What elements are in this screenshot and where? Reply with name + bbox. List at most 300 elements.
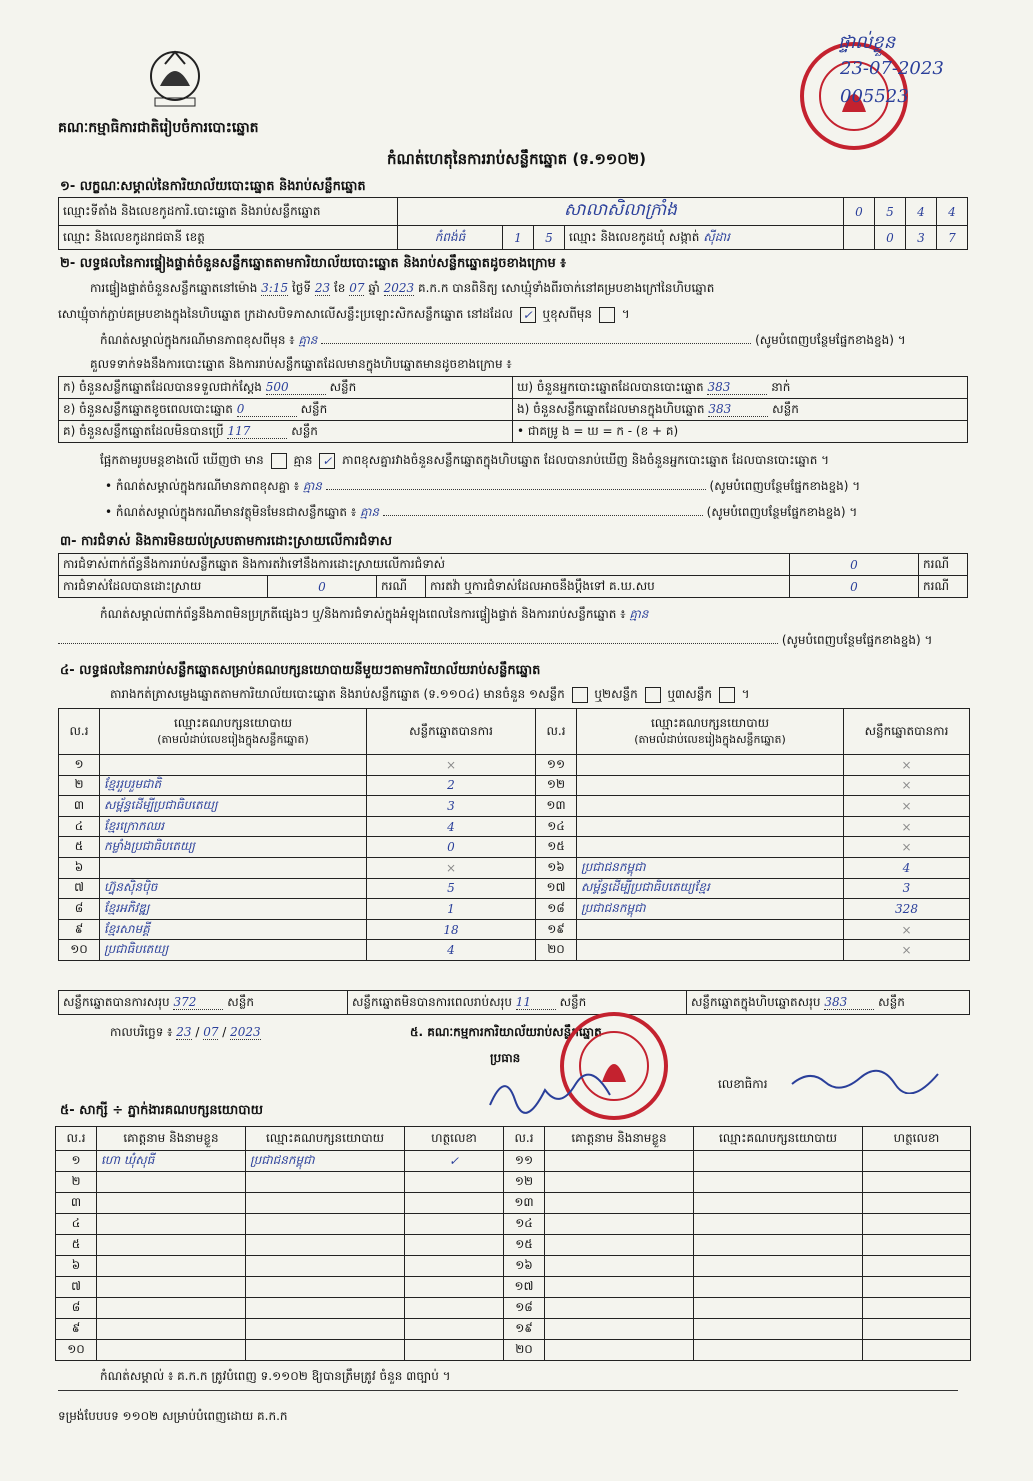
party-number: ៣ xyxy=(59,796,100,817)
handwritten-top-note: ផ្ទាល់ខ្លួន xyxy=(838,32,896,53)
party-number: ៩ xyxy=(59,919,100,940)
witness-signature xyxy=(405,1256,504,1277)
witness-signature: ✓ xyxy=(405,1151,504,1172)
received-label: ក) ចំនួនសន្លឹកឆ្នោតដែលបានទទួលជាក់ស្តែង xyxy=(63,379,262,394)
col-sign: ហត្ថលេខា xyxy=(405,1127,504,1151)
province-label: ឈ្មោះ និងលេខកូដរាជធានី ខេត្ត xyxy=(59,226,398,250)
party-name: ខ្មែរក្រោកឈរ xyxy=(100,816,367,837)
bullet2-line xyxy=(105,504,970,522)
votes-row xyxy=(59,816,970,837)
day-label: ថ្ងៃទី xyxy=(291,281,311,295)
bullet1-value: គ្មាន xyxy=(302,479,322,493)
unit: នាក់ xyxy=(771,379,791,394)
witness-name xyxy=(545,1277,694,1298)
witness-name xyxy=(545,1193,694,1214)
party-name: សម្ព័ន្ធដើម្បីប្រជាធិបតេយ្យខ្មែរ xyxy=(577,878,844,899)
witness-signature xyxy=(405,1235,504,1256)
party-name: ខ្មែរសាមគ្គី xyxy=(100,919,367,940)
party-name xyxy=(577,816,844,837)
witness-number: ១៧ xyxy=(504,1277,545,1298)
two-sheets-label: ឬ២សន្លឹក xyxy=(594,687,638,701)
col-votes: សន្លឹកឆ្នោតបានការ xyxy=(367,709,536,755)
commune-code-digit: 0 xyxy=(875,226,906,250)
unit: ករណី xyxy=(919,576,968,598)
total-valid-label: សន្លឹកឆ្នោតបានការសរុប xyxy=(63,994,170,1009)
party-votes: × xyxy=(844,796,970,817)
col-no: ល.រ xyxy=(536,709,577,755)
bullet2-label: • កំណត់សម្គាល់ក្នុងករណីមានវត្ថុមិនមែនជាសន្លឹកឆ្នោត ៖ xyxy=(105,505,357,519)
witness-row xyxy=(56,1340,971,1361)
col-party-sub: (តាមលំដាប់លេខរៀងក្នុងសន្លឹកឆ្នោត) xyxy=(634,732,786,746)
code-digit: 0 xyxy=(844,198,875,226)
witness-party xyxy=(694,1172,863,1193)
unit: សន្លឹក xyxy=(300,401,328,416)
col-party: ឈ្មោះគណបក្សនយោបាយ xyxy=(173,715,293,730)
commune-code-digit: 7 xyxy=(937,226,968,250)
witness-party xyxy=(246,1235,405,1256)
location-label: ឈ្មោះទីតាំង និងលេខកូដការិ.បោះឆ្នោត និងរាប់សន្លឹកឆ្នោត xyxy=(59,198,398,226)
section1-title: ១- លក្ខណៈសម្គាល់នៃការិយាល័យបោះឆ្នោត និងរាប់សន្លឹកឆ្នោត xyxy=(60,179,366,194)
unit: សន្លឹក xyxy=(772,401,799,416)
witness-party xyxy=(694,1193,863,1214)
party-votes: × xyxy=(844,837,970,858)
witness-name xyxy=(97,1277,246,1298)
col-party-sub: (តាមលំដាប់លេខរៀងក្នុងសន្លឹកឆ្នោត) xyxy=(157,732,309,746)
witness-signature xyxy=(863,1340,971,1361)
verification-time: 3:15 xyxy=(261,281,289,295)
party-name xyxy=(577,940,844,961)
counting-committee-label: ៥. គណៈកម្មការការិយាល័យរាប់សន្លឹកឆ្នោត xyxy=(410,1025,602,1039)
month-label: ខែ xyxy=(333,281,346,295)
province-code-digit: 1 xyxy=(503,226,534,250)
witness-party xyxy=(694,1235,863,1256)
witness-signature xyxy=(863,1256,971,1277)
witness-row xyxy=(56,1151,971,1172)
witness-party xyxy=(694,1214,863,1235)
party-name: ប្រជាជនកម្ពុជា xyxy=(577,857,844,878)
party-number: ១២ xyxy=(536,775,577,796)
party-votes: × xyxy=(367,857,536,878)
secretary-signature-icon xyxy=(790,1064,940,1098)
bullet1-suffix: (សូមបំពេញបន្ថែមផ្នែកខាងខ្នង) ។ xyxy=(709,479,861,493)
location-value: សាលាសិលាក្រាំង xyxy=(398,198,844,226)
resolved-label: ការជំទាស់ដែលបានដោះស្រាយ xyxy=(59,576,268,598)
witness-name xyxy=(545,1151,694,1172)
section3-note-value: គ្មាន xyxy=(629,607,649,621)
secretary-label: លេខាធិការ xyxy=(718,1077,768,1091)
party-name xyxy=(577,796,844,817)
party-number: ៧ xyxy=(59,878,100,899)
witness-party xyxy=(694,1319,863,1340)
witness-row xyxy=(56,1319,971,1340)
verification-year: 2023 xyxy=(383,281,415,295)
witness-signature xyxy=(863,1193,971,1214)
appeal-label: ការតវ៉ា ឬការជំទាស់ដែលអាចនឹងប្ដឹងទៅ គ.ឃ.សប xyxy=(426,576,790,598)
party-votes: × xyxy=(844,940,970,961)
nec-emblem-icon xyxy=(140,46,210,112)
in-box-value: 383 xyxy=(708,402,768,417)
party-number: ៨ xyxy=(59,899,100,920)
party-name xyxy=(100,857,367,878)
party-votes: × xyxy=(844,919,970,940)
witness-table xyxy=(55,1126,971,1361)
three-sheets-label: ឬ៣សន្លឹក xyxy=(667,687,712,701)
total-box-value: 383 xyxy=(824,995,874,1010)
votes-row xyxy=(59,878,970,899)
witness-party xyxy=(246,1214,405,1235)
note1-suffix: (សូមបំពេញបន្ថែមផ្នែកខាងខ្នង) ។ xyxy=(755,333,906,347)
witness-number: ១៤ xyxy=(504,1214,545,1235)
result-intro: គួលទទាក់ទងនឹងការបោះឆ្នោត និងការរាប់សន្លឹកឆ្នោតដែលមានក្នុងហិបឆ្នោតមានដូចខាងក្រោម ៖ xyxy=(90,357,512,371)
witness-signature xyxy=(405,1172,504,1193)
party-name: ហ្វ៊ុនស៊ិនប៉ិច xyxy=(100,878,367,899)
col-votes: សន្លឹកឆ្នោតបានការ xyxy=(844,709,970,755)
handwritten-number: 005523 xyxy=(840,86,909,107)
section2-title: ២- លទ្ធផលនៃការផ្ទៀងផ្ទាត់ចំនួនសន្លឹកឆ្នោតតាមការិយាល័យបោះឆ្នោត និងរាប់សន្លឹកឆ្នោតដូចខាងក្រោម ៖ xyxy=(60,256,566,271)
witness-number: ១៨ xyxy=(504,1298,545,1319)
witness-name xyxy=(97,1193,246,1214)
witness-number: ១៣ xyxy=(504,1193,545,1214)
seal-text: សោឃ្មុំចាក់ភ្ជាប់គម្របខាងក្នុងនៃហិបឆ្នោត ក្រដាសបិទភាសាលើសន្លឹះប្រឡោះសិកសន្លឹកឆ្នោត នៅដដែល xyxy=(58,307,513,321)
party-name: ប្រជាជនកម្ពុជា xyxy=(577,899,844,920)
unchanged-checkbox[interactable]: ✓ xyxy=(520,307,536,323)
witness-number: ៤ xyxy=(56,1214,97,1235)
witness-number: ៩ xyxy=(56,1319,97,1340)
party-name xyxy=(577,755,844,776)
witness-party xyxy=(246,1340,405,1361)
witness-number: ៥ xyxy=(56,1235,97,1256)
seal-paragraph: សោឃ្មុំចាក់ភ្ជាប់គម្របខាងក្នុងនៃហិបឆ្នោត ក្រដាសបិទភាសាលើសន្លឹះប្រឡោះសិកសន្លឹកឆ្នោត នៅដដែល ✓ ឬខុសពីមុន ។ xyxy=(58,307,630,322)
witness-party xyxy=(694,1298,863,1319)
witness-row xyxy=(56,1193,971,1214)
voted-label: ឃ) ចំនួនអ្នកបោះឆ្នោតដែលបានបោះឆ្នោត xyxy=(517,379,704,394)
party-name: ខ្មែររួបរួមជាតិ xyxy=(100,775,367,796)
votes-row xyxy=(59,940,970,961)
witness-signature xyxy=(405,1193,504,1214)
witness-signature xyxy=(863,1277,971,1298)
witness-signature xyxy=(405,1298,504,1319)
party-votes: 3 xyxy=(367,796,536,817)
section3-title: ៣- ការជំទាស់ និងការមិនយល់ស្របតាមការដោះស្រាយលើការជំទាស xyxy=(60,534,392,549)
bullet1-line xyxy=(105,478,970,496)
province-code-digit: 5 xyxy=(534,226,565,250)
bullet2-suffix: (សូមបំពេញបន្ថែមផ្នែកខាងខ្នង) ។ xyxy=(706,505,858,519)
section4-title: ៤- លទ្ធផលនៃការរាប់សន្លឹកឆ្នោតសម្រាប់គណបក្សនយោបាយនីមួយៗតាមការិយាល័យរាប់សន្លឹកឆ្នោត xyxy=(60,663,541,678)
note1-line xyxy=(100,332,970,350)
witness-name xyxy=(545,1298,694,1319)
total-invalid-label: សន្លឹកឆ្នោតមិនបានការពេលរាប់សរុប xyxy=(352,994,512,1009)
party-number: ១៩ xyxy=(536,919,577,940)
date-year: 2023 xyxy=(230,1025,261,1039)
objection-table xyxy=(58,553,968,598)
verification-paragraph xyxy=(90,280,970,298)
objection-label: ការជំទាស់ពាក់ព័ន្ធនឹងការរាប់សន្លឹកឆ្នោត និងការតវ៉ាទៅនឹងការដោះស្រាយលើការជំទាស់ xyxy=(59,554,790,576)
witness-number: ៨ xyxy=(56,1298,97,1319)
votes-row xyxy=(59,775,970,796)
compare-text: ផ្អែកតាមរូបមន្តខាងលើ ឃើញថា មាន xyxy=(100,453,264,467)
party-number: ៤ xyxy=(59,816,100,837)
verification-month: 07 xyxy=(349,281,365,295)
committee-name: គណៈកម្មាធិការជាតិរៀបចំការបោះឆ្នោត xyxy=(58,120,259,136)
witness-party xyxy=(246,1319,405,1340)
party-number: ៥ xyxy=(59,837,100,858)
witness-name xyxy=(545,1214,694,1235)
witness-party: ប្រជាជនកម្ពុជា xyxy=(246,1151,405,1172)
witness-number: ៦ xyxy=(56,1256,97,1277)
witness-number: ១៩ xyxy=(504,1319,545,1340)
witness-number: ១៥ xyxy=(504,1235,545,1256)
spoiled-label: ខ) ចំនួនសន្លឹកឆ្នោតខូចពេលបោះឆ្នោត xyxy=(63,401,233,416)
date-label: កាលបរិច្ឆេទ ៖ xyxy=(110,1025,173,1039)
verification-tail: គ.ក.ក បានពិនិត្យ សោឃ្មុំទាំងពីរចាក់នៅគម្របខាងក្រៅនៃហិបឆ្នោត xyxy=(417,281,715,295)
verification-text: ការផ្ទៀងផ្ទាត់ចំនួនសន្លឹកឆ្នោតនៅម៉ោង xyxy=(90,281,258,295)
date-line: កាលបរិច្ឆេទ ៖ 23 / 07 / 2023 xyxy=(110,1025,261,1039)
party-number: ១៥ xyxy=(536,837,577,858)
section1-table xyxy=(58,197,968,250)
footer-divider xyxy=(58,1390,958,1391)
witness-signature xyxy=(405,1277,504,1298)
col-party: ឈ្មោះគណបក្សនយោបាយ xyxy=(694,1127,863,1151)
date-month: 07 xyxy=(203,1025,219,1039)
party-votes: 4 xyxy=(367,816,536,837)
witness-number: ១០ xyxy=(56,1340,97,1361)
year-label: ឆ្នាំ xyxy=(368,281,380,295)
changed-checkbox[interactable] xyxy=(599,307,615,323)
party-name xyxy=(100,755,367,776)
section3-note-suffix: (សូមបំពេញបន្ថែមផ្នែកខាងខ្នង) ។ xyxy=(781,633,933,647)
party-number: ១៤ xyxy=(536,816,577,837)
unit: សន្លឹក xyxy=(329,379,357,394)
party-votes: 5 xyxy=(367,878,536,899)
section3-note xyxy=(100,606,970,624)
party-votes: 328 xyxy=(844,899,970,920)
received-value: 500 xyxy=(266,380,326,395)
formula-label: • ជាគម្រូ ង = ឃ = ក - (ខ + គ) xyxy=(513,421,968,443)
party-votes: 18 xyxy=(367,919,536,940)
handwritten-date: 23-07-2023 xyxy=(840,58,944,79)
witness-number: ៣ xyxy=(56,1193,97,1214)
form-footer: ទម្រង់បែបបទ ១១០២ សម្រាប់បំពេញដោយ គ.ក.ក xyxy=(58,1409,288,1423)
witness-signature xyxy=(863,1151,971,1172)
col-no: ល.រ xyxy=(56,1127,97,1151)
votes-row xyxy=(59,857,970,878)
col-sign: ហត្ថលេខា xyxy=(863,1127,971,1151)
code-digit: 4 xyxy=(937,198,968,226)
party-name xyxy=(577,837,844,858)
witness-name xyxy=(97,1172,246,1193)
witness-party xyxy=(694,1256,863,1277)
party-number: ៦ xyxy=(59,857,100,878)
code-digit: 4 xyxy=(906,198,937,226)
party-votes: 0 xyxy=(367,837,536,858)
col-party: ឈ្មោះគណបក្សនយោបាយ xyxy=(650,715,770,730)
witness-signature xyxy=(405,1319,504,1340)
witness-row xyxy=(56,1172,971,1193)
col-name: គោត្តនាម និងនាមខ្លួន xyxy=(545,1127,694,1151)
witness-signature xyxy=(863,1214,971,1235)
witness-signature xyxy=(405,1214,504,1235)
votes-row xyxy=(59,796,970,817)
province-value: កំពង់ធំ xyxy=(398,226,503,250)
party-number: ១០ xyxy=(59,940,100,961)
appeal-value: 0 xyxy=(790,576,919,598)
witness-name xyxy=(545,1340,694,1361)
party-name: ប្រជាធិបតេយ្យ xyxy=(100,940,367,961)
witness-name: ហោ ឃុំសុធី xyxy=(97,1151,246,1172)
witness-signature xyxy=(863,1319,971,1340)
witness-signature xyxy=(863,1298,971,1319)
total-invalid-value: 11 xyxy=(516,995,556,1010)
witness-number: ៧ xyxy=(56,1277,97,1298)
witness-party xyxy=(694,1277,863,1298)
party-number: ១១ xyxy=(536,755,577,776)
commune-code-digit: 3 xyxy=(906,226,937,250)
witness-name xyxy=(97,1340,246,1361)
resolved-value: 0 xyxy=(268,576,377,598)
section5-title: ៥- សាក្សី ÷ ភ្នាក់ងារគណបក្សនយោបាយ xyxy=(60,1103,263,1118)
section3-note-label: កំណត់សម្គាល់ពាក់ព័ន្ធនឹងភាពមិនប្រក្រតីផ្សេងៗ ឬ/និងការជំទាស់ក្នុងអំឡុងពេលនៃការផ្ទៀងផ្ទាត់ និងការរាប់សន្លឹកឆ្នោត ៖ xyxy=(100,607,626,621)
party-name: កម្លាំងប្រជាធិបតេយ្យ xyxy=(100,837,367,858)
party-votes: 1 xyxy=(367,899,536,920)
witness-row xyxy=(56,1277,971,1298)
voted-value: 383 xyxy=(707,380,767,395)
three-sheets-checkbox[interactable] xyxy=(719,687,735,703)
party-votes: 4 xyxy=(844,857,970,878)
witness-name xyxy=(97,1235,246,1256)
col-party: ឈ្មោះគណបក្សនយោបាយ xyxy=(246,1127,405,1151)
col-no: ល.រ xyxy=(59,709,100,755)
witness-name xyxy=(545,1235,694,1256)
witness-party xyxy=(694,1340,863,1361)
compare-tail: ភាពខុសគ្នារវាងចំនួនសន្លឹកឆ្នោតក្នុងហិបឆ្នោត ដែលបានរាប់ឃើញ និងចំនួនអ្នកបោះឆ្នោត ដែលបានបោះឆ្នោត ។ xyxy=(342,453,830,467)
party-votes: × xyxy=(367,755,536,776)
has-difference-checkbox[interactable] xyxy=(271,453,287,469)
party-number: ១៨ xyxy=(536,899,577,920)
witness-party xyxy=(246,1193,405,1214)
commune-value: ស៊ីដារ xyxy=(703,229,730,244)
party-votes: 3 xyxy=(844,878,970,899)
witness-number: ២០ xyxy=(504,1340,545,1361)
unused-label: គ) ចំនួនសន្លឹកឆ្នោតដែលមិនបានប្រើ xyxy=(63,423,224,438)
witness-number: ១១ xyxy=(504,1151,545,1172)
bullet2-value: គ្មាន xyxy=(359,505,380,519)
section3-note-line2 xyxy=(58,632,968,650)
party-votes: 4 xyxy=(367,940,536,961)
witness-row xyxy=(56,1235,971,1256)
objection-value: 0 xyxy=(790,554,919,576)
votes-row xyxy=(59,837,970,858)
witness-name xyxy=(97,1256,246,1277)
unit: ករណី xyxy=(377,576,426,598)
sheets-intro: តារាងកត់ត្រាសម្លេងឆ្នោតតាមការិយាល័យបោះឆ្នោត និងរាប់សន្លឹកឆ្នោត (ទ.១១០៤) មានចំនួន ១សន្លឹក xyxy=(110,687,565,701)
compare-line xyxy=(100,452,970,470)
party-number: ១៣ xyxy=(536,796,577,817)
party-votes: × xyxy=(844,755,970,776)
one-sheet-checkbox[interactable] xyxy=(572,687,588,703)
footer-note: កំណត់សម្គាល់ ៖ គ.ក.ក ត្រូវបំពេញ ទ.១១០២ ឱ្យបានត្រឹមត្រូវ ចំនួន ៣ច្បាប់ ។ xyxy=(100,1369,451,1383)
two-sheets-checkbox[interactable] xyxy=(645,687,661,703)
party-number: ១ xyxy=(59,755,100,776)
party-number: ១៧ xyxy=(536,878,577,899)
sheets-line: តារាងកត់ត្រាសម្លេងឆ្នោតតាមការិយាល័យបោះឆ្នោត និងរាប់សន្លឹកឆ្នោត (ទ.១១០៤) មានចំនួន ១សន្លឹក ឬ២សន្លឹក ឬ៣សន្លឹក ។ xyxy=(110,687,750,701)
note1-label: កំណត់សម្គាល់ក្នុងករណីមានភាពខុសពីមុន ៖ xyxy=(100,333,295,347)
col-no: ល.រ xyxy=(504,1127,545,1151)
witness-party xyxy=(246,1256,405,1277)
witness-number: ១ xyxy=(56,1151,97,1172)
changed-label: ឬខុសពីមុន xyxy=(542,307,593,321)
votes-table xyxy=(58,708,970,961)
ballot-summary-table xyxy=(58,376,968,443)
witness-name xyxy=(97,1214,246,1235)
in-box-label: ង) ចំនួនសន្លឹកឆ្នោតដែលមានក្នុងហិបឆ្នោត xyxy=(517,401,705,416)
witness-party xyxy=(246,1298,405,1319)
chair-signature-icon xyxy=(485,1070,615,1124)
form-title: កំណត់ហេតុនៃការរាប់សន្លឹកឆ្នោត (ទ.១១០២) xyxy=(386,150,646,168)
witness-number: ១៦ xyxy=(504,1256,545,1277)
party-votes: × xyxy=(844,775,970,796)
witness-name xyxy=(97,1298,246,1319)
bullet1-label: • កំណត់សម្គាល់ក្នុងករណីមានភាពខុសគ្នា ៖ xyxy=(105,479,300,493)
unit: សន្លឹក xyxy=(559,994,587,1009)
witness-row xyxy=(56,1256,971,1277)
verification-day: 23 xyxy=(314,281,331,295)
witness-name xyxy=(97,1319,246,1340)
unused-value: 117 xyxy=(227,424,287,439)
party-votes: × xyxy=(844,816,970,837)
unit: សន្លឹក xyxy=(291,423,318,438)
party-number: ១៦ xyxy=(536,857,577,878)
witness-party xyxy=(246,1172,405,1193)
note1-value: គ្មាន xyxy=(298,333,318,347)
witness-name xyxy=(545,1256,694,1277)
witness-name xyxy=(545,1172,694,1193)
unit: សន្លឹក xyxy=(227,994,254,1009)
witness-row xyxy=(56,1298,971,1319)
spoiled-value: 0 xyxy=(237,402,297,417)
total-box-label: សន្លឹកឆ្នោតក្នុងហិបឆ្នោតសរុប xyxy=(691,994,821,1009)
witness-party xyxy=(694,1151,863,1172)
party-votes: 2 xyxy=(367,775,536,796)
witness-party xyxy=(246,1277,405,1298)
witness-signature xyxy=(863,1235,971,1256)
date-day: 23 xyxy=(176,1025,192,1039)
unit: សន្លឹក xyxy=(878,994,905,1009)
witness-signature xyxy=(405,1340,504,1361)
witness-name xyxy=(545,1319,694,1340)
party-name xyxy=(577,919,844,940)
col-name: គោត្តនាម និងនាមខ្លួន xyxy=(97,1127,246,1151)
commune-label: ឈ្មោះ និងលេខកូដឃុំ សង្កាត់ xyxy=(569,229,700,244)
no-difference-label: គ្មាន xyxy=(293,453,313,467)
party-name: ខ្មែរអភិវឌ្ឍ xyxy=(100,899,367,920)
no-difference-checkbox[interactable]: ✓ xyxy=(319,453,335,469)
witness-row xyxy=(56,1214,971,1235)
totals-row xyxy=(58,990,970,1015)
party-name: សម្ព័ន្ធដើម្បីប្រជាធិបតេយ្យ xyxy=(100,796,367,817)
total-valid-value: 372 xyxy=(173,995,223,1010)
witness-signature xyxy=(863,1172,971,1193)
chair-label: ប្រធាន xyxy=(490,1051,521,1065)
party-number: ២០ xyxy=(536,940,577,961)
witness-number: ១២ xyxy=(504,1172,545,1193)
party-number: ២ xyxy=(59,775,100,796)
votes-row xyxy=(59,919,970,940)
votes-row xyxy=(59,755,970,776)
witness-number: ២ xyxy=(56,1172,97,1193)
party-name xyxy=(577,775,844,796)
code-digit: 5 xyxy=(875,198,906,226)
unit: ករណី xyxy=(919,554,968,576)
